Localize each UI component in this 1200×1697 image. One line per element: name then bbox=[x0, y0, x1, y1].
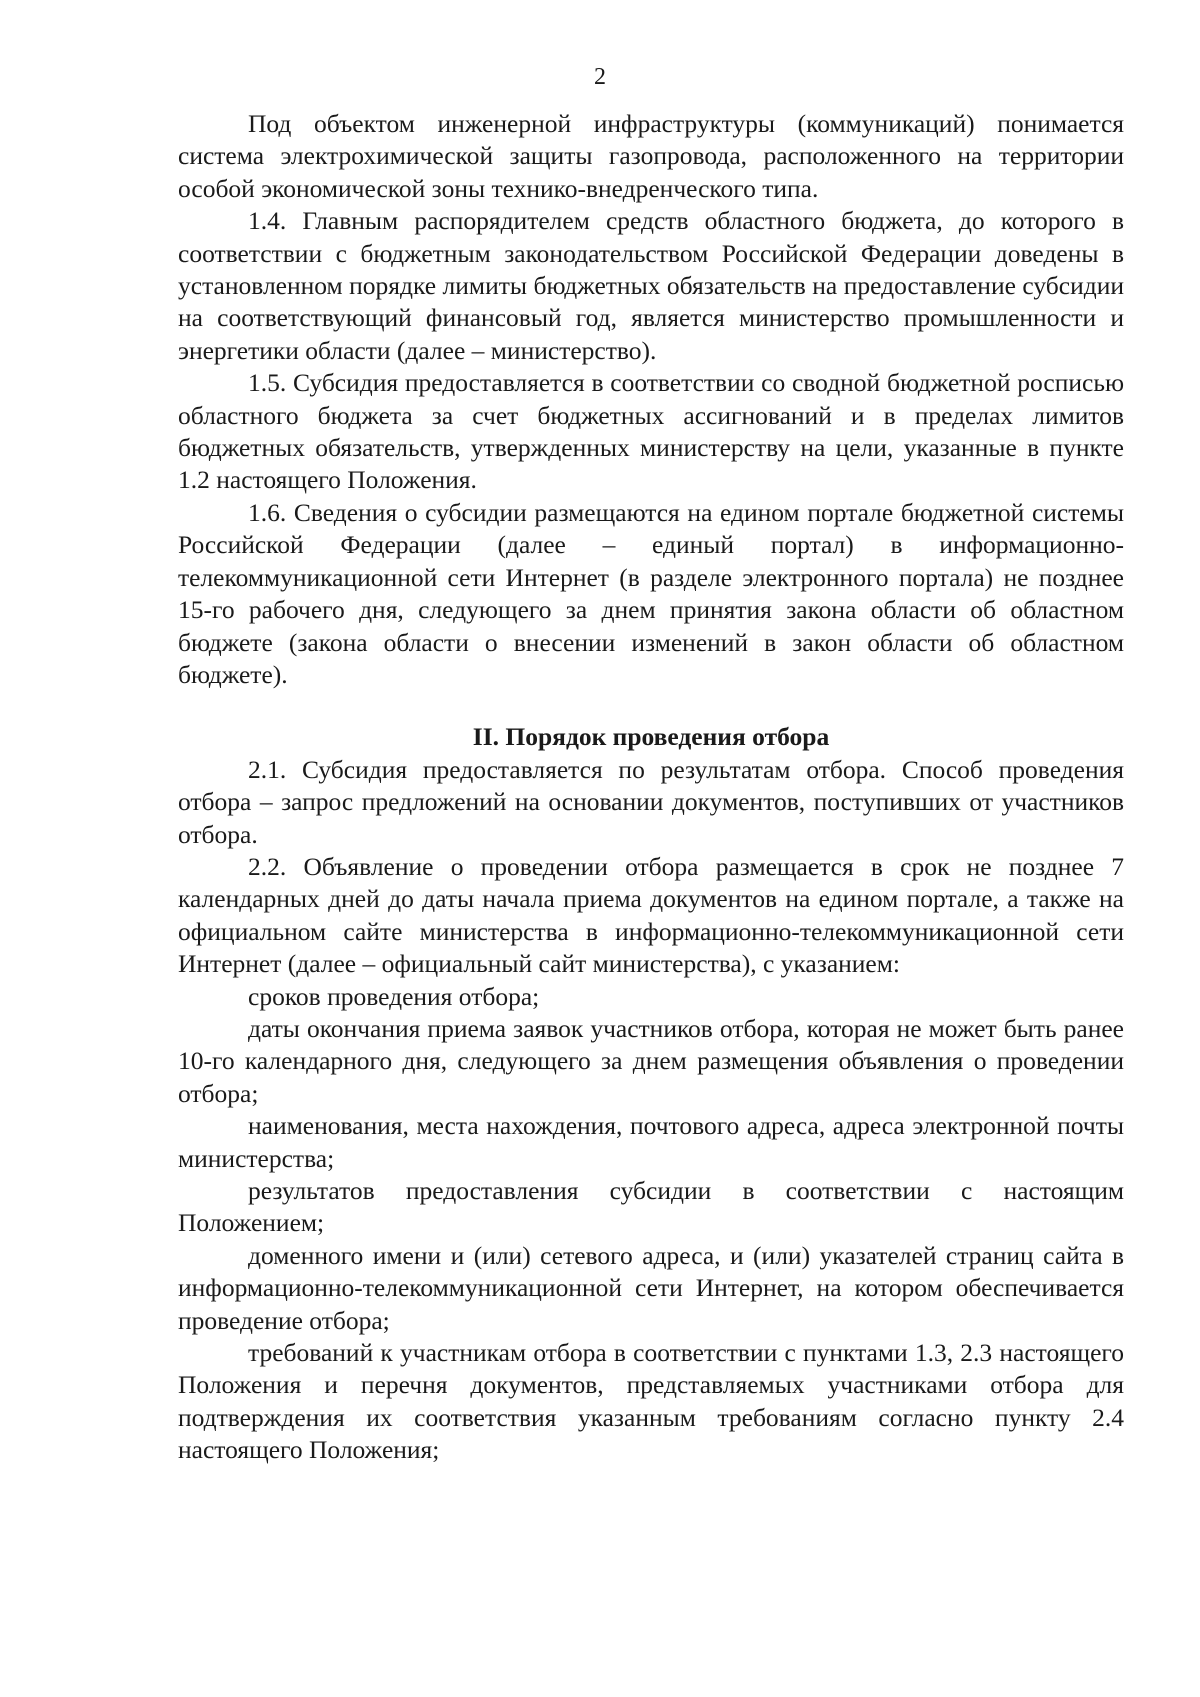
list-item: сроков проведения отбора; bbox=[248, 981, 540, 1011]
paragraph: 1.4. Главным распорядителем средств областного бюджета, до которого в соответствии с бюджетным законодательством Российской Федерации доведены в установленном порядке лимиты бюджетных обязательств на предоставление субсидии на соответствующий финансовый год, является министерство промышленности и энергетики области (далее – министерство). bbox=[178, 206, 1124, 365]
paragraph: 1.5. Субсидия предоставляется в соответствии со сводной бюджетной росписью областного бюджета за счет бюджетных ассигнований и в пределах лимитов бюджетных обязательств, утвержденных министерству на цели, указанные в пункте 1.2 настоящего Положения. bbox=[178, 368, 1124, 495]
list-item: даты окончания приема заявок участников отбора, которая не может быть ранее 10-го календарного дня, следующего за днем размещения объявления о проведении отбора; bbox=[178, 1013, 1124, 1108]
paragraph: 2.2. Объявление о проведении отбора размещается в срок не позднее 7 календарных дней до даты начала приема документов на едином портале, а также на официальном сайте министерства в информационно-телекоммуникационной сети Интернет (далее – официальный сайт министерства), с указанием: bbox=[178, 851, 1124, 979]
paragraph: Под объектом инженерной инфраструктуры (коммуникаций) понимается система электрохимической защиты газопровода, расположенного на территории особой экономической зоны технико-внедренческого типа. bbox=[178, 109, 1124, 203]
paragraph: 2.1. Субсидия предоставляется по результатам отбора. Способ проведения отбора – запрос предложений на основании документов, поступивших от участников отбора. bbox=[178, 754, 1124, 849]
document-body bbox=[178, 108, 1124, 1467]
list-item: требований к участникам отбора в соответствии с пунктами 1.3, 2.3 настоящего Положения и перечня документов, представляемых участниками отбора для подтверждения их соответствия указанным требованиям согласно пункту 2.4 настоящего Положения; bbox=[178, 1338, 1124, 1465]
section-title: II. Порядок проведения отбора bbox=[472, 722, 830, 752]
page-number: 2 bbox=[594, 64, 606, 90]
list-item: результатов предоставления субсидии в соответствии с настоящим Положением; bbox=[178, 1176, 1124, 1238]
list-item: наименования, места нахождения, почтового адреса, адреса электронной почты министерства; bbox=[178, 1111, 1124, 1173]
list-item: доменного имени и (или) сетевого адреса, и (или) указателей страниц сайта в информационно-телекоммуникационной сети Интернет, на котором обеспечивается проведение отбора; bbox=[178, 1240, 1124, 1335]
paragraph: 1.6. Сведения о субсидии размещаются на едином портале бюджетной системы Российской Федерации (далее – единый портал) в информационно-телекоммуникационной сети Интернет (в разделе электронного портала) не позднее 15-го рабочего дня, следующего за днем принятия закона области об областном бюджете (закона области о внесении изменений в закон области об областном бюджете). bbox=[178, 497, 1124, 689]
